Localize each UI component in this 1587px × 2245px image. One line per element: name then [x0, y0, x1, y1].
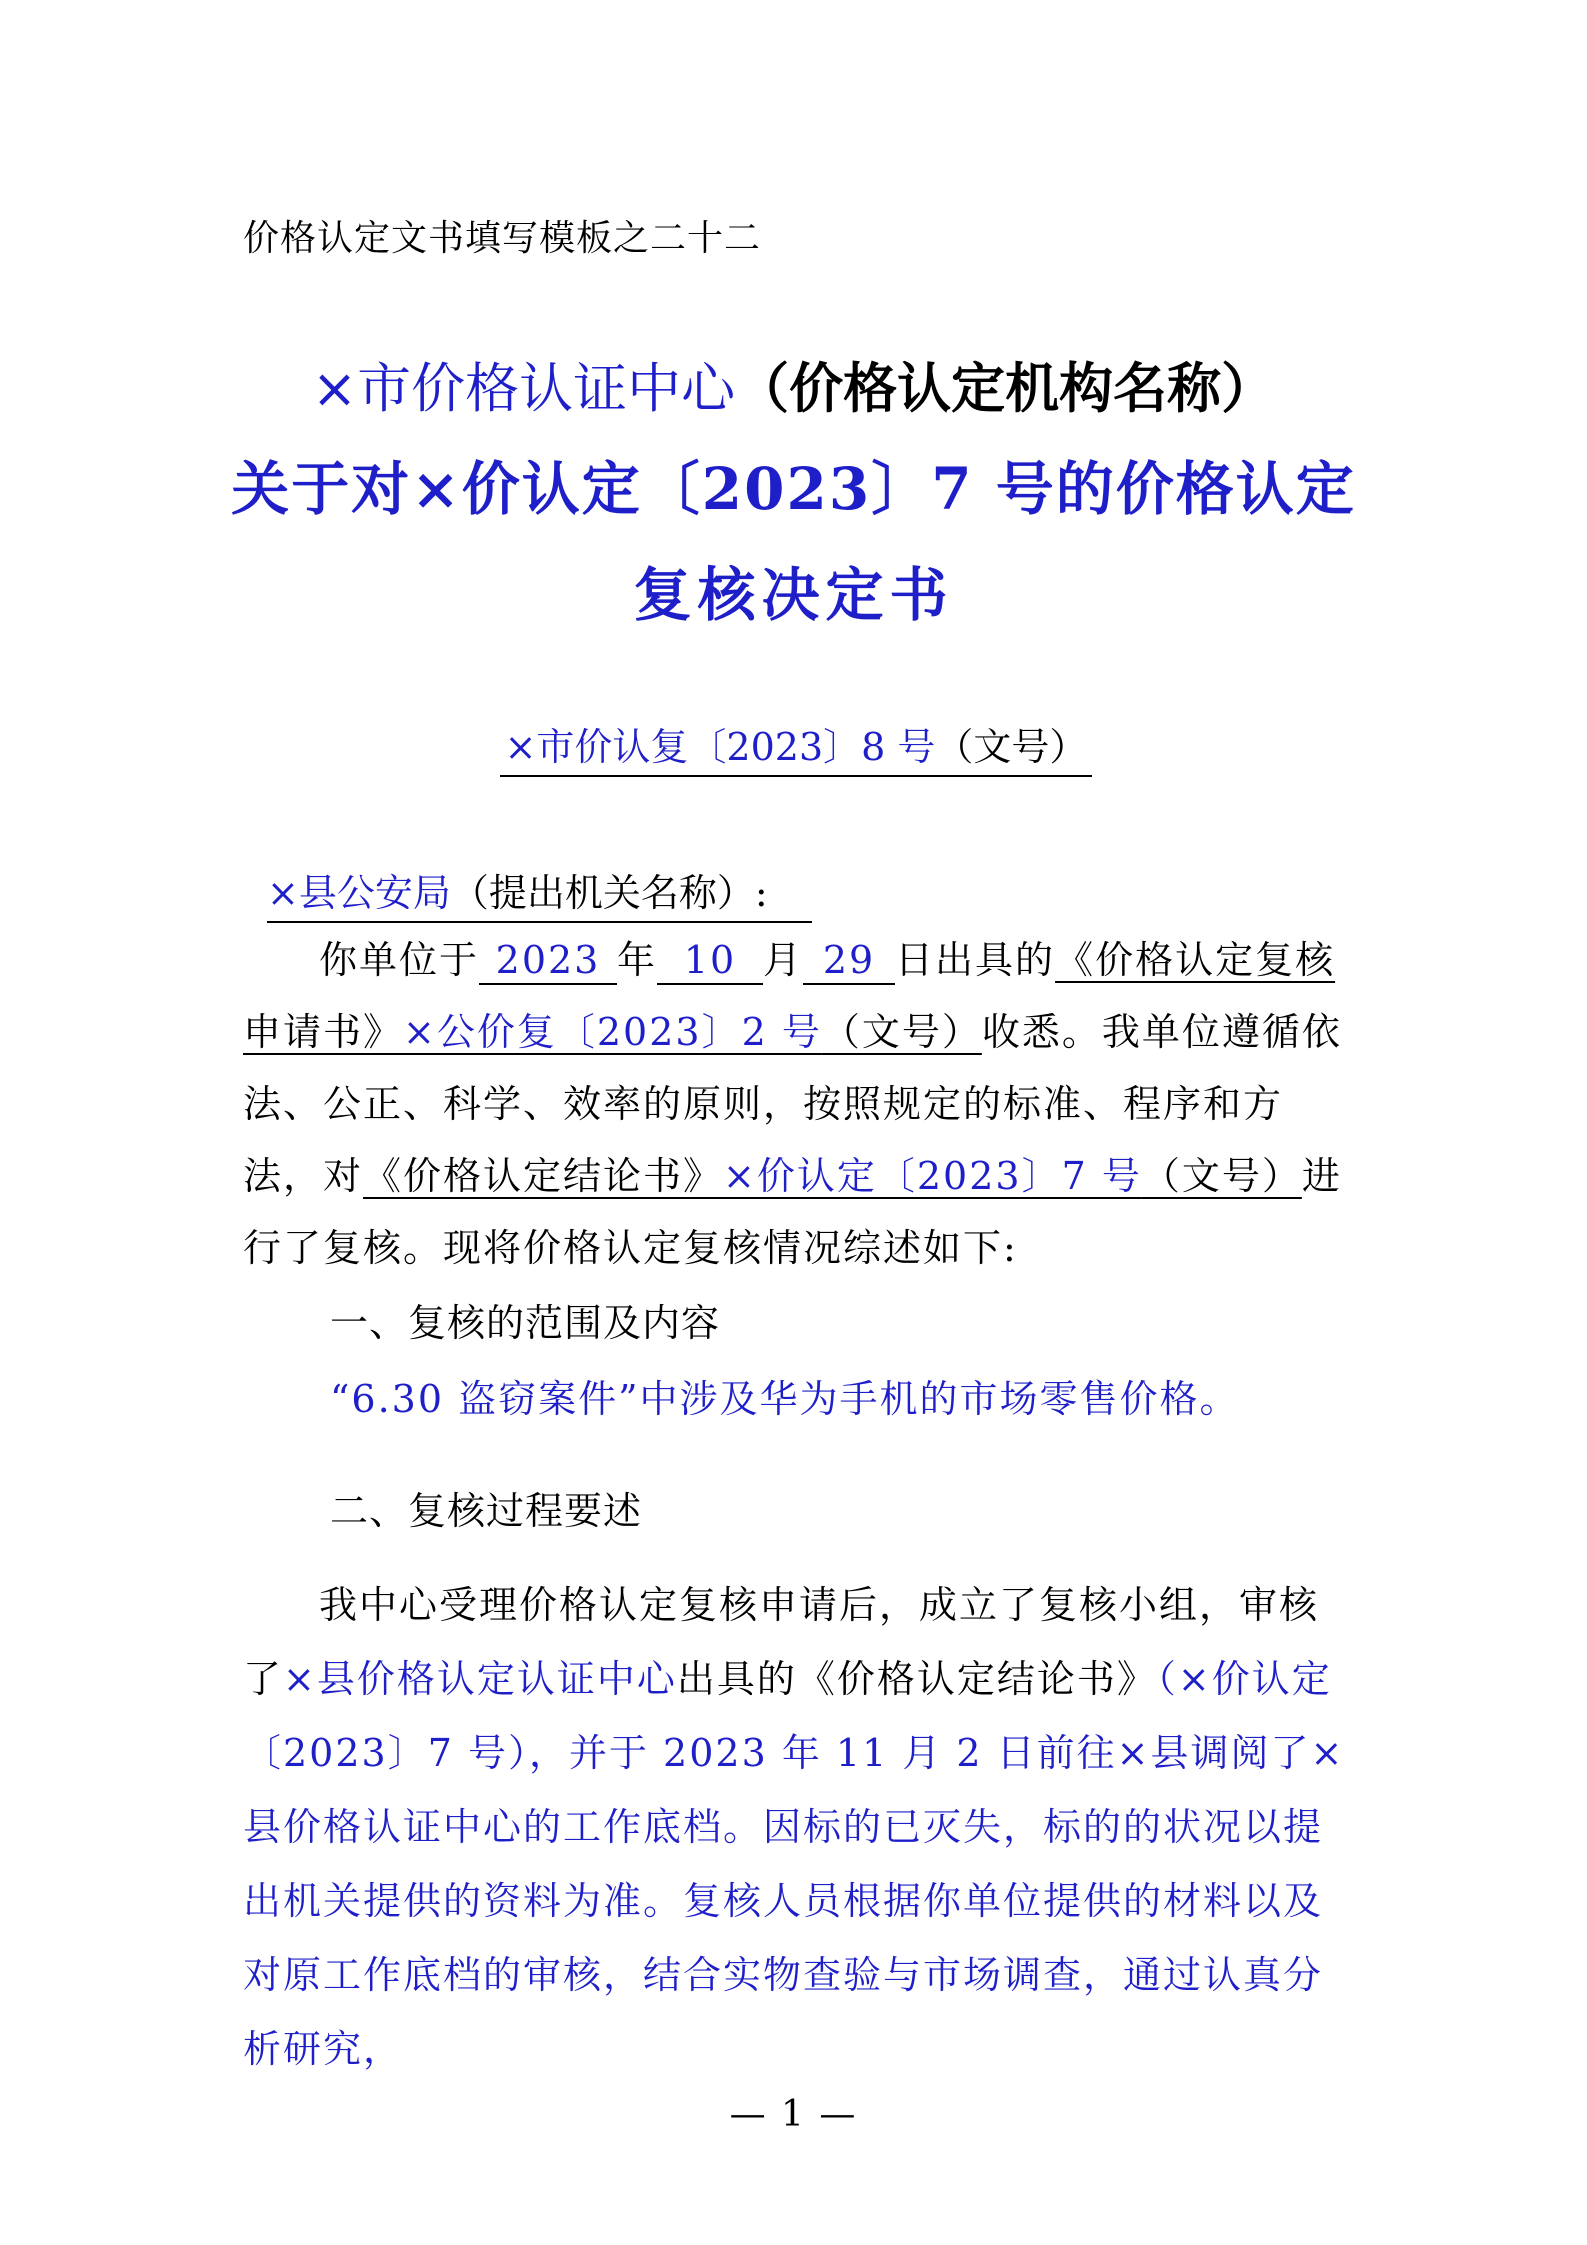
p2-org: ×县价格认定认证中心 — [283, 1657, 677, 1701]
p1-doc2-suffix: （文号） — [1141, 1154, 1302, 1198]
recipient-label: （提出机关名称）: — [450, 871, 768, 915]
paragraph-receipt — [243, 924, 1353, 1284]
p1-text-5: 收悉。我单位遵循依法、公正、科学、效率的原则，按照规定的标准、程序和方法，对 — [243, 1010, 1342, 1198]
title-line-3: 复核决定书 — [633, 561, 954, 629]
title-org-placeholder: （价格认定机构名称） — [735, 357, 1276, 420]
title-org-name: ×市价格认证中心 — [311, 357, 736, 420]
p1-text-4: 日出具的 — [895, 938, 1056, 982]
recipient — [267, 862, 812, 923]
p2-text-3: （×价认定〔2023〕7 号），并于 2023 年 11 月 2 日前往×县调阅了×县价格认证中心的工作底档。因标的已灭失，标的的状况以提出机关提供的资料为准。复核人员根据你单位提供的材料以及对原工作底档的审核，结合实物查验与市场调查，通过认真分析研究， — [243, 1657, 1345, 2071]
p1-month: 10 — [657, 937, 763, 985]
document-number-value: ×市价认复〔2023〕8 号 — [504, 725, 936, 769]
p1-text-2: 年 — [617, 938, 658, 982]
title-line-1 — [0, 346, 1587, 423]
document-number-label: （文号） — [935, 725, 1088, 769]
page-number: — 1 — — [729, 2094, 858, 2135]
paragraph-review-process — [243, 1568, 1353, 2086]
document-number — [500, 716, 1092, 777]
p1-doc1-title: 《价格认定复核申请书》 — [243, 938, 1336, 1054]
p1-doc1-suffix: （文号） — [821, 1010, 982, 1054]
p2-text-1: 我中心受理价格认定复核申请后，成立了复核小组，审核了 — [243, 1583, 1320, 1701]
p1-doc2-title: 《价格认定结论书》 — [363, 1154, 724, 1198]
p2-text-2: 出具的《价格认定结论书》 — [676, 1657, 1157, 1701]
p1-text-1: 你单位于 — [319, 938, 480, 982]
recipient-name: ×县公安局 — [267, 871, 451, 915]
p1-text-3: 月 — [763, 938, 804, 982]
p1-text-6: 进行了复核。现将价格认定复核情况综述如下: — [243, 1154, 1342, 1270]
section-1-content: “6.30 盗窃案件”中涉及华为手机的市场零售价格。 — [330, 1377, 1240, 1421]
p1-doc2-number: ×价认定〔2023〕7 号 — [723, 1154, 1142, 1198]
section-1-heading: 一、复核的范围及内容 — [330, 1301, 721, 1345]
p1-year: 2023 — [479, 937, 617, 985]
p1-day: 29 — [803, 937, 895, 985]
template-label: 价格认定文书填写模板之二十二 — [243, 218, 762, 259]
section-2-heading: 二、复核过程要述 — [330, 1489, 643, 1533]
p1-doc2 — [363, 1154, 1302, 1198]
title-line-2: 关于对×价认定〔2023〕7 号的价格认定 — [231, 455, 1356, 523]
p1-doc1-number: ×公价复〔2023〕2 号 — [403, 1010, 822, 1054]
